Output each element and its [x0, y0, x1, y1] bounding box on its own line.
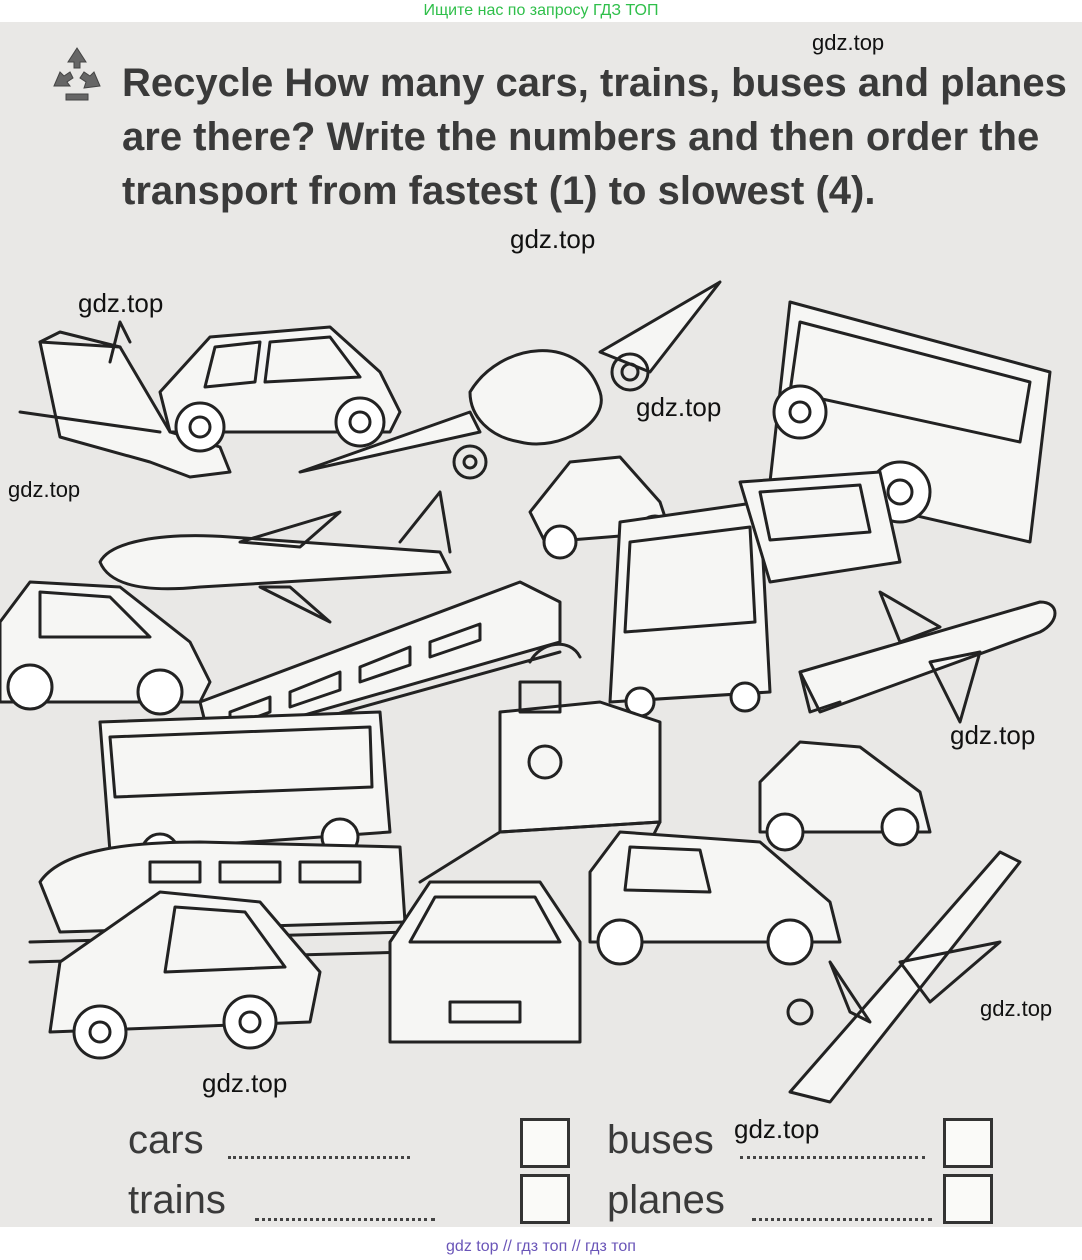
top-banner[interactable]: Ищите нас по запросу ГДЗ ТОП: [423, 2, 659, 19]
cars-answer-line[interactable]: [228, 1156, 410, 1159]
planes-order-box[interactable]: [943, 1174, 993, 1224]
plane-drawing: [800, 592, 1055, 722]
cars-order-box[interactable]: [520, 1118, 570, 1168]
car-drawing: [760, 742, 930, 850]
watermark: gdz.top: [734, 1114, 820, 1144]
bottom-banner[interactable]: gdz top // гдз топ // гдз топ: [446, 1238, 636, 1255]
buses-order-box[interactable]: [943, 1118, 993, 1168]
transport-illustration: [0, 242, 1082, 1122]
watermark: gdz.top: [78, 288, 164, 318]
bus-drawing: [610, 502, 770, 716]
watermark: gdz.top: [8, 477, 81, 502]
recycle-icon: [46, 42, 108, 104]
trains-answer-line[interactable]: [255, 1218, 435, 1221]
planes-label: planes: [607, 1178, 725, 1222]
watermark: gdz.top: [980, 996, 1053, 1021]
car-drawing: [160, 327, 400, 451]
planes-answer-line[interactable]: [752, 1218, 932, 1221]
car-drawing: [390, 882, 580, 1042]
trains-label: trains: [128, 1178, 226, 1222]
watermark: gdz.top: [202, 1068, 288, 1098]
buses-label: buses: [607, 1118, 714, 1162]
plane-drawing: [100, 492, 450, 622]
exercise-title: Recycle How many cars, trains, buses and planes are there? Write the numbers and then order the transport from fastest (1) to slowest (4).: [122, 61, 1067, 213]
trains-order-box[interactable]: [520, 1174, 570, 1224]
car-drawing: [590, 832, 840, 964]
cars-label: cars: [128, 1118, 204, 1162]
watermark: gdz.top: [510, 224, 596, 254]
plane-drawing: [788, 852, 1020, 1102]
car-drawing: [0, 582, 210, 714]
watermark: gdz.top: [812, 30, 885, 55]
watermark: gdz.top: [950, 720, 1036, 750]
watermark: gdz.top: [636, 392, 722, 422]
buses-answer-line[interactable]: [740, 1156, 925, 1159]
train-drawing: [740, 472, 900, 582]
textbook-page: [0, 22, 1082, 1227]
